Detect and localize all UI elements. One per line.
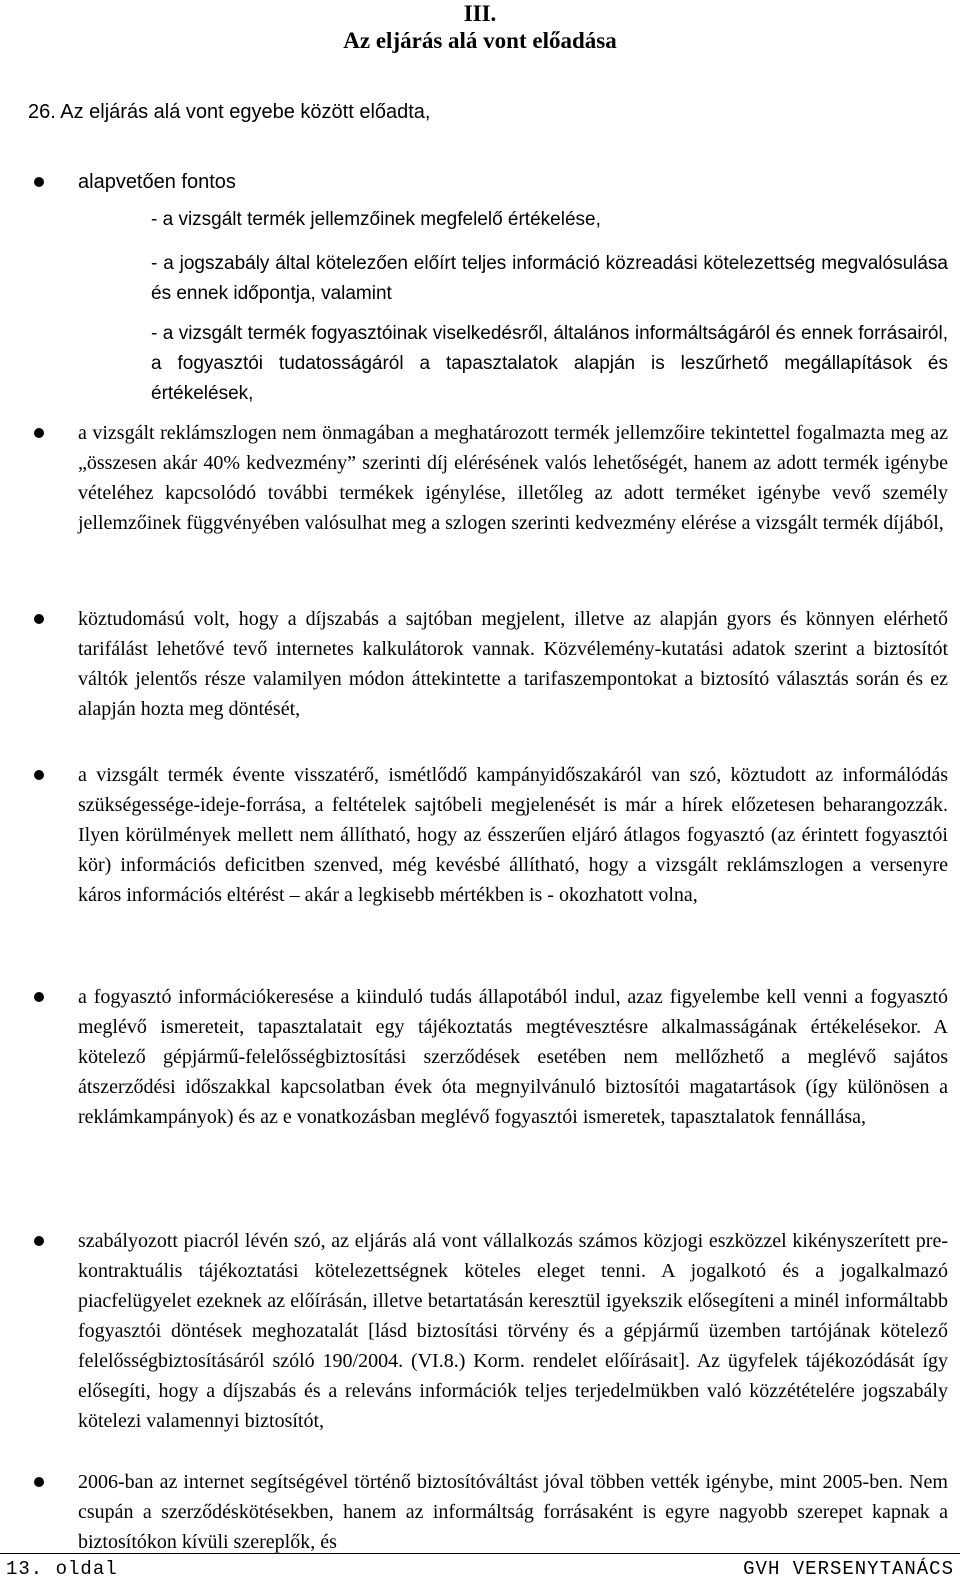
first-bullet-text: alapvetően fontos bbox=[78, 171, 236, 193]
section-number: III. bbox=[463, 1, 497, 26]
bullet-icon bbox=[34, 992, 44, 1002]
bullet-paragraph: 2006-ban az internet segítségével történő biztosítóváltást jóval többen vették igénybe, mint 2005-ben. Nem csupán a szerződéskötésekben, hanem az informáltság forrásaként is egyre nagyobb szerepet kapnak a biztosítókon kívüli szereplők, és bbox=[78, 1471, 948, 1553]
footer-organization: GVH VERSENYTANÁCS bbox=[743, 1558, 954, 1580]
bullet-paragraph: köztudomású volt, hogy a díjszabás a sajtóban megjelent, illetve az alapján gyors és könnyen elérhető tarifálást lehetővé tevő internetes kalkulátorok vannak. Közvélemény-kutatási adatok szerint a biztosítót váltók jelentős része valamilyen módon áttekintette a tarifaszempontokat a biztosító választás során és ez alapján hozta meg döntését, bbox=[78, 608, 948, 720]
page-number: 13. oldal bbox=[6, 1558, 118, 1580]
bullet-paragraph: szabályozott piacról lévén szó, az eljárás alá vont vállalkozás számos közjogi eszközzel kikényszerített pre-kontraktuális tájékoztatási kötelezettségnek köteles eleget tenni. A jogalkotó és a jogalkalmazó piacfelügyelet ezeknek az előírásán, illetve betartatásán keresztül igyekszik elősegíteni a minél informáltabb fogyasztói döntések meghozatalát [lásd biztosítási törvény és a gépjármű üzemben tartójának kötelező felelősségbiztosításáról szóló 190/2004. (VI.8.) Korm. rendelet előírásait]. Az ügyfelek tájékozódását így elősegíti, hogy a díjszabás és a releváns információk teljes terjedelmükben való közzétételére jogszabály kötelezi valamennyi biztosítót, bbox=[78, 1230, 948, 1432]
sub-item: - a vizsgált termék jellemzőinek megfelelő értékelése, bbox=[151, 209, 601, 230]
sub-item: - a vizsgált termék fogyasztóinak viselkedésről, általános informáltságáról és ennek forrásairól, a fogyasztói tudatosságáról a tapasztalatok alapján is leszűrhető megállapítások és értékelések, bbox=[151, 323, 948, 404]
bullet-icon bbox=[34, 1236, 44, 1246]
point-lead: 26. Az eljárás alá vont egyebe között előadta, bbox=[28, 101, 431, 123]
bullet-icon bbox=[34, 770, 44, 780]
sub-item: - a jogszabály által kötelezően előírt teljes információ közreadási kötelezettség megvalósulása és ennek időpontja, valamint bbox=[151, 253, 948, 304]
footer-divider bbox=[0, 1553, 960, 1554]
bullet-icon bbox=[34, 614, 44, 624]
bullet-paragraph: a vizsgált reklámszlogen nem önmagában a meghatározott termék jellemzőire tekintettel fogalmazta meg az „összesen akár 40% kedvezmény” szerinti díj elérésének valós lehetőségét, hanem az adott termék igénybe vételéhez kapcsolódó további termékek igénylése, illetőleg az adott terméket igénybe vevő személy jellemzőinek függvényében valósulhat meg a szlogen szerinti kedvezmény elérése a vizsgált termék díjából, bbox=[78, 422, 948, 534]
bullet-icon bbox=[34, 428, 44, 438]
bullet-icon bbox=[34, 1477, 44, 1487]
bullet-paragraph: a fogyasztó információkeresése a kiinduló tudás állapotából indul, azaz figyelembe kell venni a fogyasztó meglévő ismereteit, tapasztalatait egy tájékoztatás megtévesztésre alkalmasságának értékelésekor. A kötelező gépjármű-felelősségbiztosítási szerződések esetében nem mellőzhető a meglévő sajátos átszerződési időszakkal kapcsolatban évek óta megnyilvánuló biztosítói magatartások (így különösen a reklámkampányok) és az e vonatkozásban meglévő fogyasztói ismeretek, tapasztalatok fennállása, bbox=[78, 986, 948, 1128]
bullet-icon bbox=[34, 177, 44, 187]
bullet-paragraph: a vizsgált termék évente visszatérő, ismétlődő kampányidőszakáról van szó, köztudott az informálódás szükségessége-ideje-forrása, a feltételek sajtóbeli megjelenését is már a hírek előzetesen beharangozzák. Ilyen körülmények mellett nem állítható, hogy az ésszerűen eljáró átlagos fogyasztó (az érintett fogyasztói kör) információs deficitben szenved, még kevésbé állítható, hogy a vizsgált reklámszlogen a versenyre káros információs eltérést – akár a legkisebb mértékben is - okozhatott volna, bbox=[78, 764, 948, 906]
section-title: Az eljárás alá vont előadása bbox=[343, 28, 617, 53]
